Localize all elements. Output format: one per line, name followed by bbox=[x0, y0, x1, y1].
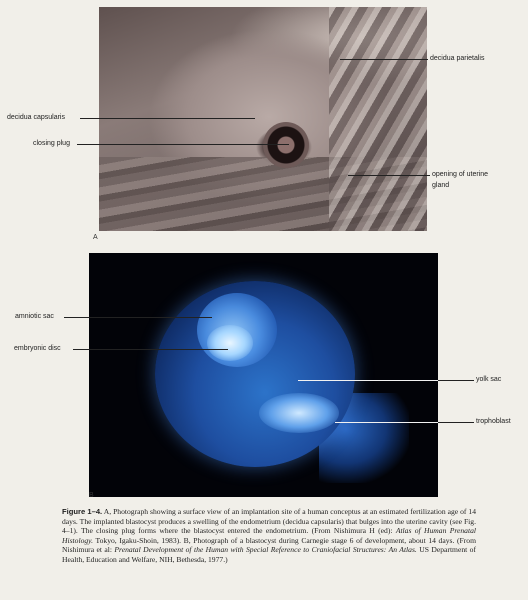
leader-yolk-sac-inner bbox=[298, 380, 438, 381]
label-opening-line1: opening of uterine bbox=[432, 171, 489, 178]
label-closing-plug: closing plug bbox=[33, 140, 70, 147]
closing-plug-region bbox=[263, 122, 309, 168]
label-trophoblast: trophoblast bbox=[476, 418, 511, 425]
photo-implantation-site bbox=[99, 7, 427, 231]
panel-b-letter: B bbox=[89, 492, 94, 499]
caption-text-2: Tokyo, Igaku-Shoin, 1983). B, Photograph of a blastocyst during Carnegie stage 6 of development, about 14 days. (From Nishimura et al: bbox=[62, 535, 476, 555]
decidua-parietalis-tissue bbox=[329, 7, 427, 231]
caption-italic-1: Atlas of Human Prenatal Histology. bbox=[62, 526, 476, 545]
caption-text-1: A, Photograph showing a surface view of an implantation site of a human conceptus at an estimated fertilization age of 14 days. The implanted blastocyst produces a swelling of the endometrium (decidua capsularis) that bulges into the uterine cavity (see Fig. 4–1). The closing plug forms where the blastocyst entered the endometrium. (From Nishimura H (ed): bbox=[62, 507, 476, 536]
label-amniotic-sac: amniotic sac bbox=[15, 313, 54, 320]
caption-italic-2: Prenatal Development of the Human with Special Reference to Craniofacial Structures: An Atlas. bbox=[114, 545, 417, 555]
leader-yolk-sac-outer bbox=[438, 380, 474, 381]
figure-label: Figure 1–4. bbox=[62, 507, 103, 516]
figure-caption bbox=[62, 507, 476, 565]
label-yolk-sac: yolk sac bbox=[476, 376, 502, 383]
leader-trophoblast-inner bbox=[335, 422, 438, 423]
leader-amniotic-sac bbox=[64, 317, 212, 318]
photo-blastocyst bbox=[89, 253, 438, 497]
leader-trophoblast-outer bbox=[438, 422, 474, 423]
caption-text-3: US Department of Health, Education and Welfare, NIH, Bethesda, 1977.) bbox=[62, 545, 476, 564]
leader-opening-uterine-gland bbox=[348, 175, 430, 176]
embryonic-disc-body bbox=[207, 325, 253, 361]
label-decidua-capsularis: decidua capsularis bbox=[7, 114, 65, 121]
label-opening-line2: gland bbox=[432, 182, 450, 189]
leader-embryonic-disc bbox=[73, 349, 228, 350]
trophoblast-highlight bbox=[259, 393, 339, 433]
leader-closing-plug bbox=[77, 144, 289, 145]
label-embryonic-disc: embryonic disc bbox=[14, 345, 61, 352]
leader-decidua-parietalis bbox=[340, 59, 428, 60]
panel-a-letter: A bbox=[93, 234, 98, 241]
leader-decidua-capsularis bbox=[80, 118, 255, 119]
label-decidua-parietalis: decidua parietalis bbox=[430, 55, 485, 62]
